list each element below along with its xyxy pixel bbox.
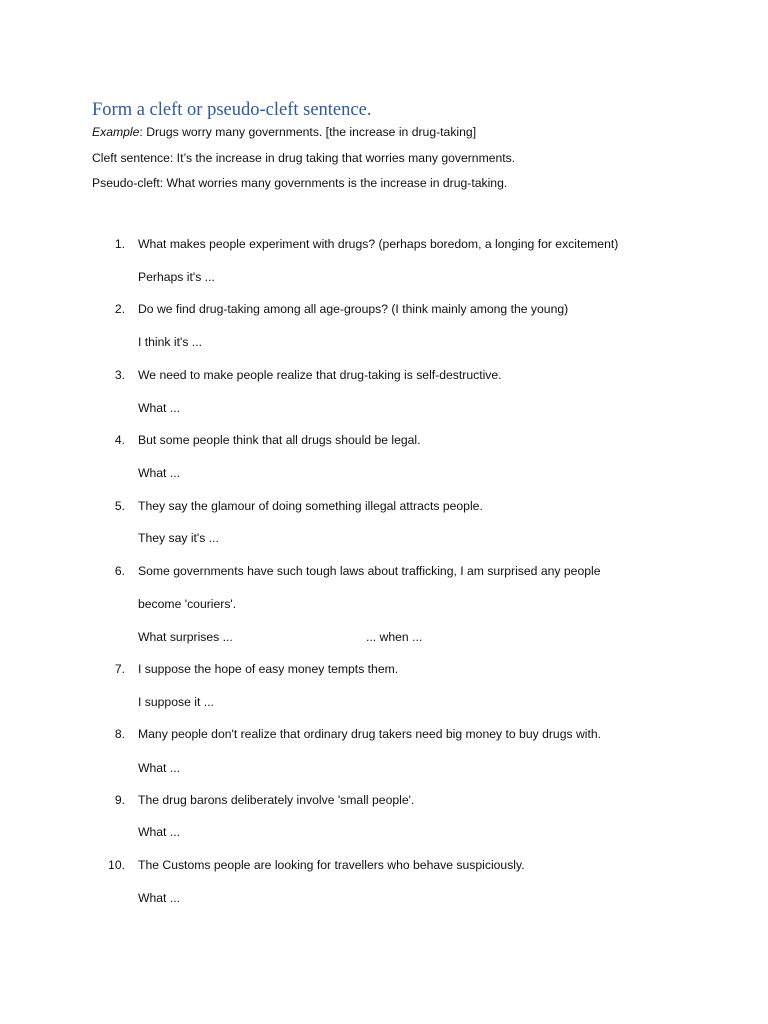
answer-prompt: What ...	[138, 401, 180, 415]
question-text: Some governments have such tough laws about trafficking, I am surprised any people	[138, 564, 601, 578]
answer-prompt: What ...	[138, 891, 180, 905]
example-label: Example	[92, 125, 140, 139]
question-text: But some people think that all drugs should be legal.	[138, 433, 421, 447]
answer-prompt: Perhaps it's ...	[138, 270, 215, 284]
question-text: The drug barons deliberately involve 'small people'.	[138, 793, 415, 807]
page-title: Form a cleft or pseudo-cleft sentence.	[92, 100, 372, 120]
question-text: Do we find drug-taking among all age-groups? (I think mainly among the young)	[138, 302, 569, 316]
question-number: 9.	[114, 793, 125, 807]
question-text: The Customs people are looking for travellers who behave suspiciously.	[138, 858, 525, 872]
answer-prompt: What ...	[138, 466, 180, 480]
question-number: 6.	[114, 564, 125, 578]
answer-prompt: What ...	[138, 761, 180, 775]
example-line	[92, 125, 476, 139]
answer-prompt-continuation: ... when ...	[366, 630, 423, 644]
answer-prompt: I suppose it ...	[138, 695, 214, 709]
question-number: 5.	[114, 499, 125, 513]
answer-prompt: What surprises ...	[138, 630, 233, 644]
question-number: 1.	[114, 237, 125, 251]
pseudo-cleft-example-line: Pseudo-cleft: What worries many governments is the increase in drug-taking.	[92, 176, 508, 190]
answer-prompt: They say it's ...	[138, 531, 219, 545]
question-number: 3.	[114, 368, 125, 382]
question-text: What makes people experiment with drugs? (perhaps boredom, a longing for excitement)	[138, 237, 619, 251]
cleft-example-line: Cleft sentence: It’s the increase in drug taking that worries many governments.	[92, 151, 516, 165]
question-text-continuation: become 'couriers'.	[138, 597, 237, 611]
answer-prompt: What ...	[138, 825, 180, 839]
question-number: 7.	[114, 662, 125, 676]
example-text: : Drugs worry many governments. [the increase in drug-taking]	[139, 125, 477, 139]
question-text: Many people don't realize that ordinary drug takers need big money to buy drugs with.	[138, 727, 602, 741]
question-text: We need to make people realize that drug-taking is self-destructive.	[138, 368, 502, 382]
question-number: 10.	[108, 858, 125, 872]
question-number: 8.	[114, 727, 125, 741]
answer-prompt: I think it's ...	[138, 335, 202, 349]
question-number: 2.	[114, 302, 125, 316]
question-text: They say the glamour of doing something illegal attracts people.	[138, 499, 483, 513]
question-number: 4.	[114, 433, 125, 447]
question-text: I suppose the hope of easy money tempts them.	[138, 662, 399, 676]
